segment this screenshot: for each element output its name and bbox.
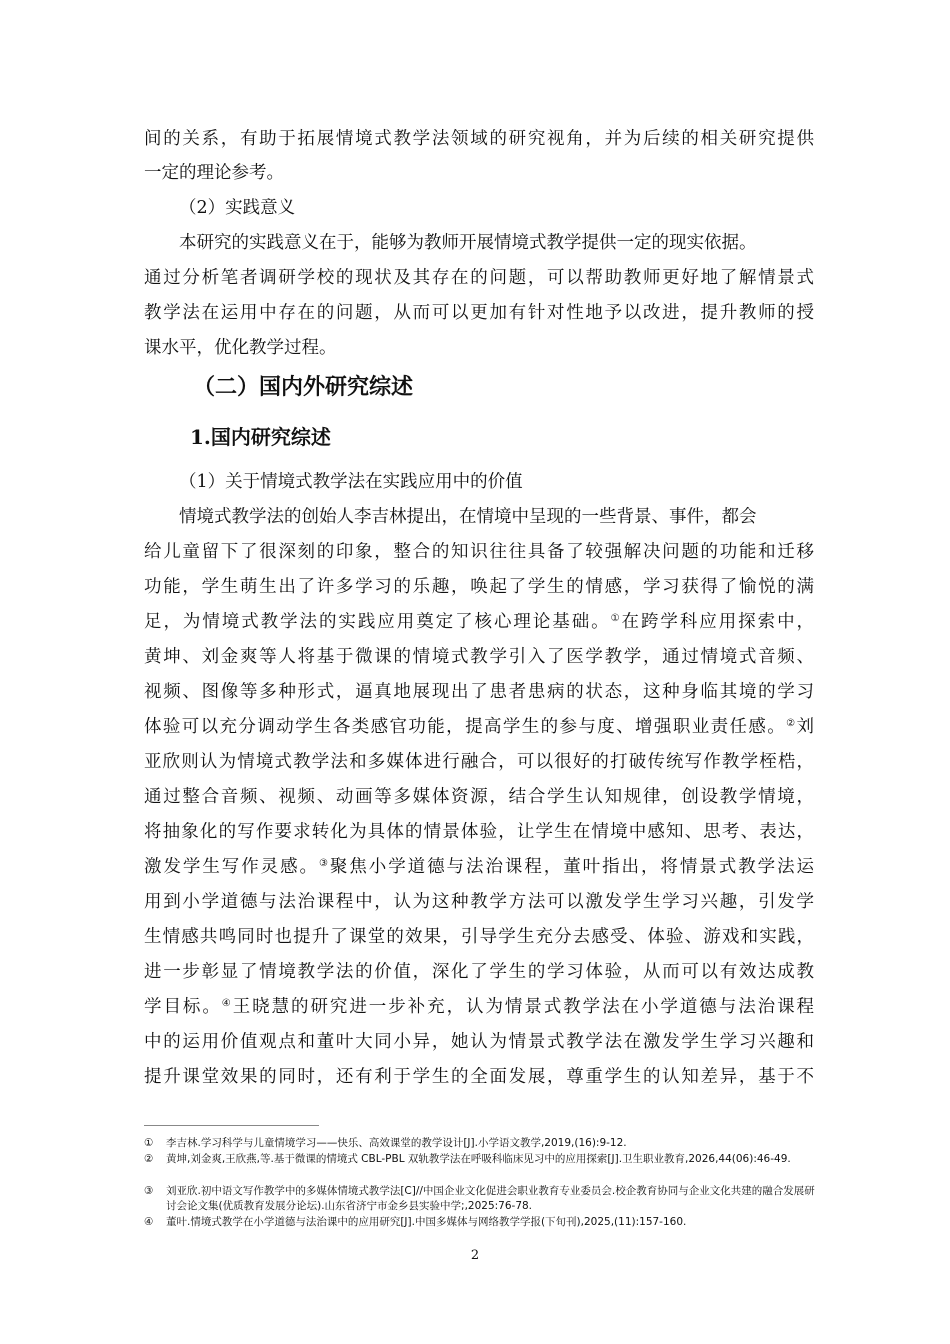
text-line [144,715,814,739]
text-span: 学目标。 [144,997,222,1017]
footnote-ref-4: ④ [221,998,233,1009]
footnote-text: 黄坤,刘金爽,王欣燕,等.基于微课的情境式 CBL-PBL 双轨教学法在呼吸科临床见习中的应用探索[J].卫生职业教育,2026,44(06):46-49. [166,1153,791,1165]
page-number: 2 [470,1248,480,1263]
footnote-number: ② [144,1153,154,1165]
text-span: 刘 [796,717,815,737]
text-line [144,855,814,879]
text-line: 一定的理论参考。 [144,163,284,183]
text-line: 通过分析笔者调研学校的现状及其存在的问题，可以帮助教师更好地了解情景式 [144,268,814,288]
text-span: 足，为情境式教学法的实践应用奠定了核心理论基础。 [144,612,611,632]
text-line: 通过整合音频、视频、动画等多媒体资源，结合学生认知规律，创设教学情境， [144,787,814,807]
text-line: 课水平，优化教学过程。 [144,338,337,358]
text-span: 体验可以充分调动学生各类感官功能，提高学生的参与度、增强职业责任感。 [144,717,787,737]
text-line: 中的运用价值观点和董叶大同小异，她认为情景式教学法在激发学生学习兴趣和 [144,1032,814,1052]
footnote-number: ④ [144,1216,154,1228]
text-line: 提升课堂效果的同时，还有利于学生的全面发展，尊重学生的认知差异，基于不 [144,1067,814,1087]
text-line: 用到小学道德与法治课程中，认为这种教学方法可以激发学生学习兴趣，引发学 [144,892,814,912]
footnote-number: ③ [144,1185,154,1197]
footnote-text: 李吉林.学习科学与儿童情境学习——快乐、高效课堂的教学设计[J].小学语文教学,2019,(16):9-12. [166,1137,627,1149]
text-line: 亚欣则认为情境式教学法和多媒体进行融合，可以很好的打破传统写作教学桎梏， [144,752,814,772]
subheading-practical-value: （1）关于情境式教学法在实践应用中的价值 [179,472,523,492]
text-line: 将抽象化的写作要求转化为具体的情景体验，让学生在情境中感知、思考、表达， [144,822,814,842]
text-line: 本研究的实践意义在于，能够为教师开展情境式教学提供一定的现实依据。 [179,233,757,253]
text-line: 教学法在运用中存在的问题，从而可以更加有针对性地予以改进，提升教师的授 [144,303,814,323]
text-line: 生情感共鸣同时也提升了课堂的效果，引导学生充分去感受、体验、游戏和实践， [144,927,814,947]
text-line: 给儿童留下了很深刻的印象，整合的知识往往具备了较强解决问题的功能和迁移 [144,542,814,562]
text-line: 黄坤、刘金爽等人将基于微课的情境式教学引入了医学教学，通过情境式音频、 [144,647,814,667]
footnote-text: 刘亚欣.初中语文写作教学中的多媒体情境式教学法[C]//中国企业文化促进会职业教育专业委员会.校企教育协同与企业文化共建的融合发展研讨会论文集(优质教育发展分论坛).山东省济宁市金乡县实验中学;,2025:76-78. [166,1185,815,1212]
text-line: 情境式教学法的创始人李吉林提出，在情境中呈现的一些背景、事件，都会 [179,507,757,527]
footnote-number: ① [144,1137,154,1149]
text-line: 间的关系，有助于拓展情境式教学法领域的研究视角，并为后续的相关研究提供 [144,129,814,149]
footnote-ref-2: ② [786,718,797,729]
subheading-practical-significance: （2）实践意义 [179,198,296,218]
section-heading-research-review: （二）国内外研究综述 [193,374,414,400]
footnote-ref-3: ③ [318,858,330,869]
section-heading-domestic-review: 1.国内研究综述 [190,425,331,449]
text-line [144,610,814,634]
text-span: 激发学生写作灵感。 [144,857,319,877]
text-span: 王晓慧的研究进一步补充，认为情景式教学法在小学道德与法治课程 [232,997,815,1017]
text-line: 进一步彰显了情境教学法的价值，深化了学生的学习体验，从而可以有效达成教 [144,962,814,982]
text-line: 视频、图像等多种形式，逼真地展现出了患者患病的状态，这种身临其境的学习 [144,682,814,702]
text-span: 在跨学科应用探索中， [621,612,815,632]
text-line: 功能，学生萌生出了许多学习的乐趣，唤起了学生的情感，学习获得了愉悦的满 [144,577,814,597]
footnote-ref-1: ① [610,613,622,624]
footnote-separator [144,1125,319,1126]
text-line [144,995,814,1019]
text-span: 聚焦小学道德与法治课程，董叶指出，将情景式教学法运 [329,857,815,877]
footnote-text: 董叶.情境式教学在小学道德与法治课中的应用研究[J].中国多媒体与网络教学学报(下旬刊),2025,(11):157-160. [166,1216,687,1228]
